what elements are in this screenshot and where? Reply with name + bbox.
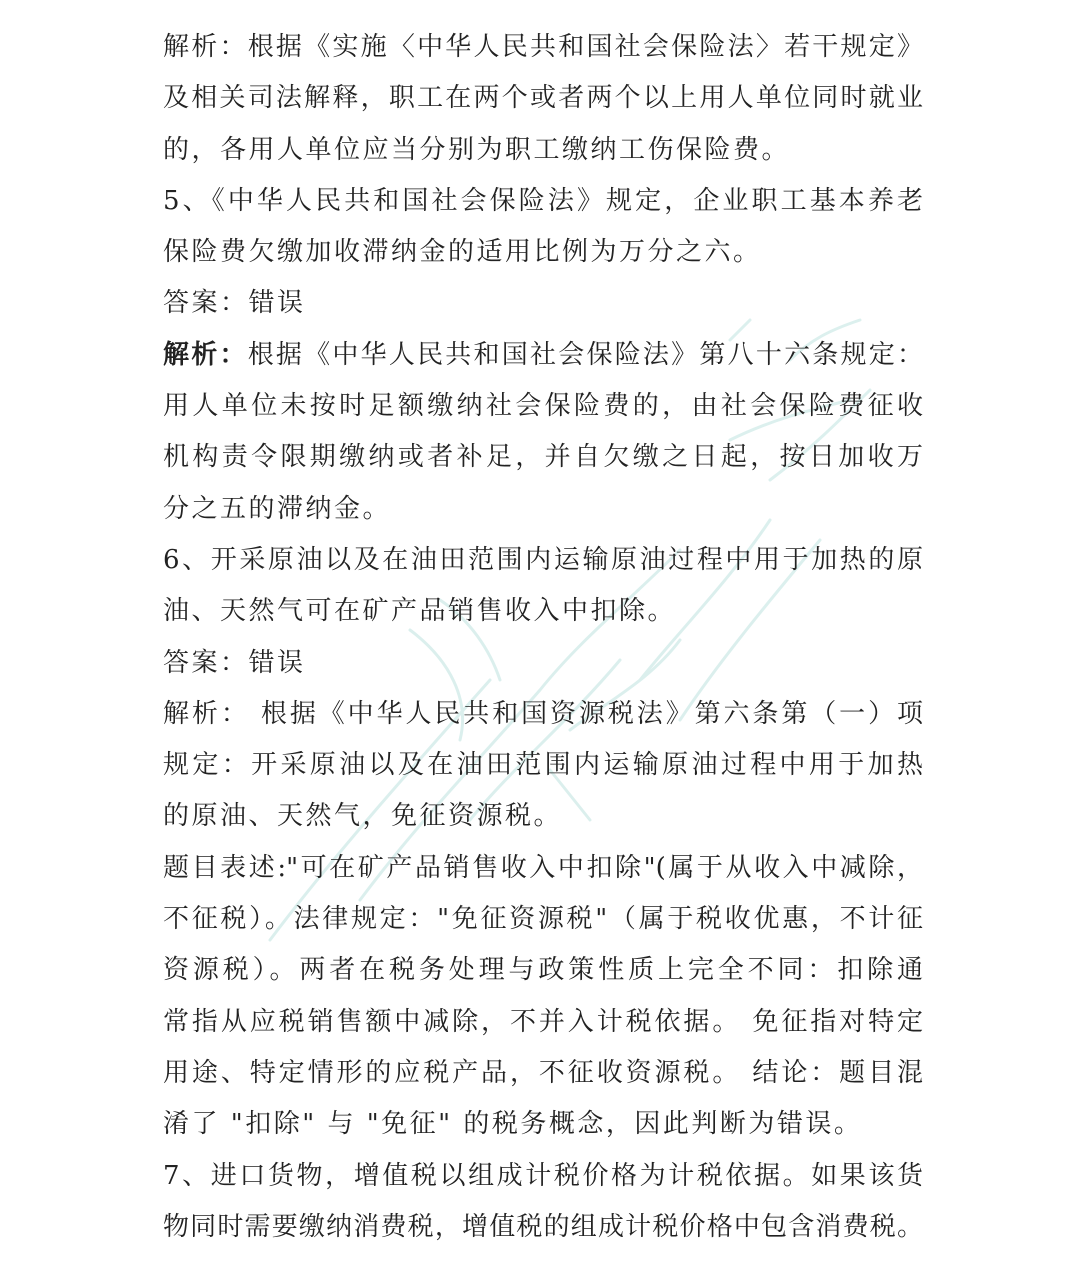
text-line: 5、《中华人民共和国社会保险法》规定，企业职工基本养老 [163,185,923,216]
text-line: 规定：开采原油以及在油田范围内运输原油过程中用于加热 [163,750,923,781]
bold-label: 解析： [163,339,248,370]
text-line: 不征税）。法律规定："免征资源税"（属于税收优惠，不计征 [163,904,923,935]
text-line: 分之五的滞纳金。 [163,493,392,524]
text-line: 用途、特定情形的应税产品，不征收资源税。 结论：题目混 [163,1057,923,1088]
text-line: 保险费欠缴加收滞纳金的适用比例为万分之六。 [163,237,762,268]
text-line: 淆了 "扣除" 与 "免征" 的税务概念，因此判断为错误。 [163,1109,863,1140]
text-line: 的原油、天然气，免征资源税。 [163,801,563,832]
text-line: 及相关司法解释，职工在两个或者两个以上用人单位同时就业 [163,83,923,114]
text-line: 解析：根据《中华人民共和国社会保险法》第八十六条规定： [163,339,923,370]
text-line: 解析： 根据《中华人民共和国资源税法》第六条第（一）项 [163,698,923,729]
text-line: 答案：错误 [163,647,306,678]
text-line: 6、开采原油以及在油田范围内运输原油过程中用于加热的原 [163,544,923,575]
text-line: 7、进口货物，增值税以组成计税价格为计税依据。如果该货 [163,1160,923,1191]
text-line: 资源税）。两者在税务处理与政策性质上完全不同：扣除通 [163,955,923,986]
text-line: 题目表述:"可在矿产品销售收入中扣除"(属于从收入中减除， [163,852,923,883]
text-line: 机构责令限期缴纳或者补足，并自欠缴之日起，按日加收万 [163,442,923,473]
text-line: 解析：根据《实施〈中华人民共和国社会保险法〉若干规定》 [163,32,923,62]
text-line: 答案：错误 [163,288,306,319]
text-line: 常指从应税销售额中减除，不并入计税依据。 免征指对特定 [163,1006,923,1037]
text-line: 的，各用人单位应当分别为职工缴纳工伤保险费。 [163,134,791,165]
text-line: 油、天然气可在矿产品销售收入中扣除。 [163,596,677,627]
text-line: 物同时需要缴纳消费税，增值税的组成计税价格中包含消费税。 [163,1211,923,1242]
document-body [163,22,923,1253]
text-line: 用人单位未按时足额缴纳社会保险费的，由社会保险费征收 [163,391,923,422]
